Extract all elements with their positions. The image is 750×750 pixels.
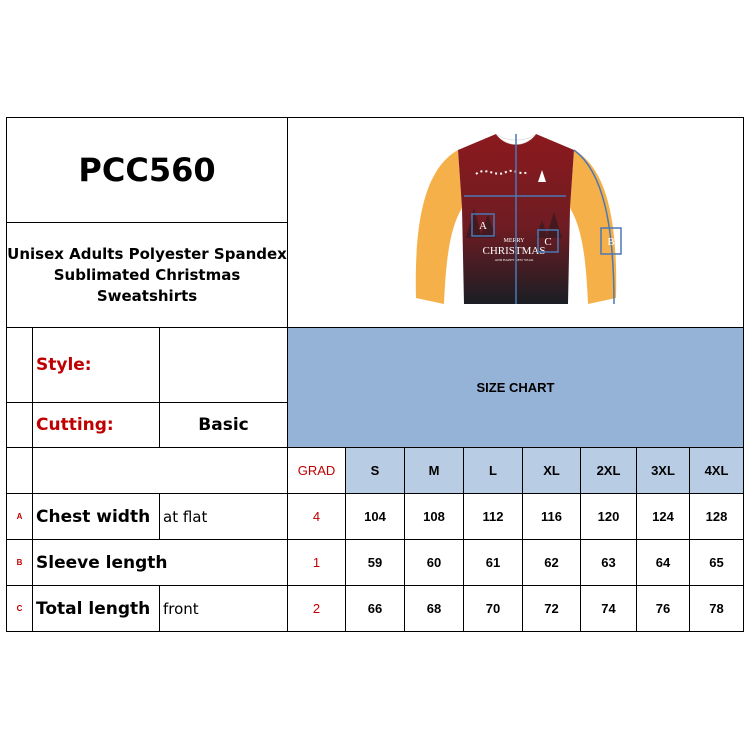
cutting-margin-cell <box>6 402 33 448</box>
size-value-cell <box>689 585 744 632</box>
size-header: 2XL <box>596 463 621 478</box>
row-letter: C <box>16 604 23 613</box>
cutting-value: Basic <box>198 415 249 435</box>
measurement-name-cell <box>32 585 160 632</box>
grad-header: GRAD <box>297 463 336 478</box>
size-value: 62 <box>544 555 559 570</box>
size-value-cell <box>636 585 690 632</box>
size-header-cell <box>463 447 523 494</box>
size-value: 63 <box>601 555 616 570</box>
product-title-line1: Unisex Adults Polyester Spandex <box>7 244 287 263</box>
style-label: Style: <box>36 355 92 375</box>
size-value-cell <box>522 539 581 586</box>
size-value-cell <box>404 493 464 540</box>
measurement-note: front <box>163 599 199 618</box>
size-value-cell <box>522 585 581 632</box>
size-value-cell <box>404 539 464 586</box>
size-value: 61 <box>485 555 501 570</box>
product-code: PCC560 <box>78 151 216 189</box>
size-chart-band <box>287 327 744 448</box>
print-newyear: AND HAPPY NEW YEAR <box>494 257 533 262</box>
size-value-cell <box>580 539 637 586</box>
size-header-cell <box>580 447 637 494</box>
grad-value-cell <box>287 585 346 632</box>
header-label-cell <box>32 447 288 494</box>
row-letter: B <box>16 558 23 567</box>
size-value-cell <box>463 493 523 540</box>
cutting-label: Cutting: <box>36 415 114 435</box>
size-value: 60 <box>426 555 442 570</box>
size-value-cell <box>345 493 405 540</box>
size-header: 4XL <box>704 463 729 478</box>
size-value: 64 <box>655 555 671 570</box>
size-header-cell <box>522 447 581 494</box>
measurement-name: Total length <box>36 598 151 619</box>
sweatshirt-illustration <box>396 128 636 318</box>
measurement-note-cell <box>159 493 288 540</box>
garment-illustration-cell <box>287 117 744 328</box>
measurement-note: at flat <box>163 507 208 526</box>
size-value: 68 <box>426 601 442 616</box>
size-value: 74 <box>601 601 616 616</box>
style-margin-cell <box>6 327 33 403</box>
size-value: 128 <box>705 509 728 524</box>
size-value: 76 <box>655 601 671 616</box>
size-value-cell <box>689 539 744 586</box>
size-value: 116 <box>541 509 562 524</box>
left-sleeve <box>415 150 461 304</box>
size-value: 108 <box>423 509 445 524</box>
size-header-cell <box>636 447 690 494</box>
row-letter-cell <box>6 539 33 586</box>
print-christmas: CHRISTMAS <box>482 244 545 257</box>
size-value: 59 <box>367 555 383 570</box>
grad-value: 4 <box>312 509 321 524</box>
marker-c: C <box>543 235 552 248</box>
row-letter-cell <box>6 585 33 632</box>
row-letter-cell <box>6 493 33 540</box>
measurement-name: Sleeve length <box>36 552 168 573</box>
size-value-cell <box>636 493 690 540</box>
size-value-cell <box>345 539 405 586</box>
size-chart-title: SIZE CHART <box>476 380 555 395</box>
product-title-cell <box>6 222 288 328</box>
cutting-value-cell <box>159 402 288 448</box>
size-value: 112 <box>482 509 504 524</box>
size-value: 70 <box>485 601 501 616</box>
measurement-name-cell <box>32 493 160 540</box>
size-value-cell <box>580 493 637 540</box>
size-header: L <box>489 463 497 478</box>
measurement-name-cell <box>32 539 288 586</box>
size-value-cell <box>689 493 744 540</box>
size-header-cell <box>404 447 464 494</box>
row-letter: A <box>16 512 23 521</box>
measurement-name: Chest width <box>36 506 151 527</box>
size-header: 3XL <box>651 463 675 478</box>
style-label-cell <box>32 327 160 403</box>
marker-b: B <box>606 235 615 248</box>
size-value-cell <box>522 493 581 540</box>
grad-value-cell <box>287 493 346 540</box>
print-merry: MERRY <box>502 237 525 244</box>
product-title-line2: Sublimated Christmas Sweatshirts <box>53 265 241 305</box>
size-header: S <box>370 463 380 478</box>
size-header: M <box>428 463 440 478</box>
size-value-cell <box>345 585 405 632</box>
header-margin-cell <box>6 447 33 494</box>
size-value-cell <box>580 585 637 632</box>
size-value: 124 <box>652 509 674 524</box>
size-header-cell <box>689 447 744 494</box>
size-value-cell <box>636 539 690 586</box>
size-value: 104 <box>364 509 386 524</box>
grad-value: 1 <box>312 555 321 570</box>
size-header: XL <box>543 463 560 478</box>
size-value-cell <box>463 585 523 632</box>
style-value-cell <box>159 327 288 403</box>
size-header-cell <box>345 447 405 494</box>
grad-value-cell <box>287 539 346 586</box>
product-code-cell <box>6 117 288 223</box>
size-value: 66 <box>367 601 383 616</box>
marker-a: A <box>478 219 487 232</box>
cutting-label-cell <box>32 402 160 448</box>
size-value: 72 <box>544 601 559 616</box>
measurement-note-cell <box>159 585 288 632</box>
size-value-cell <box>404 585 464 632</box>
grad-value: 2 <box>312 601 321 616</box>
size-spec-sheet <box>6 117 744 633</box>
size-value: 78 <box>709 601 724 616</box>
size-value: 120 <box>597 509 620 524</box>
grad-header-cell <box>287 447 346 494</box>
size-value: 65 <box>709 555 724 570</box>
size-value-cell <box>463 539 523 586</box>
